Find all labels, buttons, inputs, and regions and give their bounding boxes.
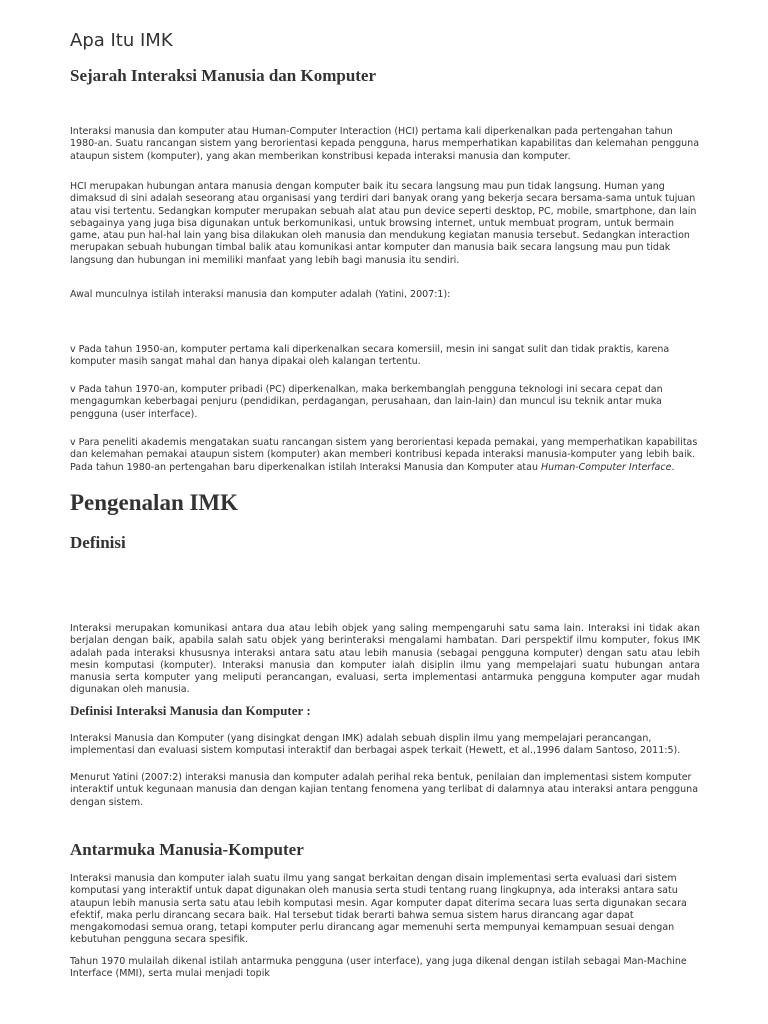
- paragraph-antarmuka-1: Interaksi manusia dan komputer ialah suatu ilmu yang sangat berkaitan dengan disain implementasi serta evaluasi dari sistem komputasi yang interaktif untuk dapat digunakan oleh manusia serta studi tentang ruang lingkupnya, ada interaksi antara satu ataupun lebih manusia serta satu atau lebih komputasi mesin. Agar komputer dapat diterima secara luas serta digunakan secara efektif, maka perlu dirancang secara baik. Hal tersebut tidak berarti bahwa semua sistem harus dirancang agar dapat mengakomodasi semua orang, tetapi komputer perlu dirancang agar memenuhi serta mempunyai kemampuan sesuai dengan kebutuhan pengguna secara spesifik.: [70, 873, 687, 946]
- page-title: Apa Itu IMK: [70, 30, 173, 51]
- paragraph-definisi-2: Interaksi Manusia dan Komputer (yang disingkat dengan IMK) adalah sebuah displin ilmu yang mempelajari perancangan, implementasi dan evaluasi sistem komputasi interaktif dan berbagai aspek terkait (Hewett, et al.,1996 dalam Santoso, 2011:5).: [70, 733, 681, 757]
- bullet-item-1980-end: .: [671, 461, 675, 473]
- paragraph-sejarah-2: HCI merupakan hubungan antara manusia dengan komputer baik itu secara langsung mau pun tidak langsung. Human yang dimaksud di sini adalah seseorang atau organisasi yang terdiri dari banyak orang yang bekerja secara bersama-sama untuk tujuan atau visi tertentu. Sedangkan komputer merupakan sebuah alat atau pun device seperti desktop, PC, mobile, smartphone, dan lain sebagainya yang juga bisa digunakan untuk berkomunikasi, untuk browsing internet, untuk membuat program, untuk bermain game, atau pun hal-hal lain yang bisa dilakukan oleh manusia dan mendukung kegiatan manusia tersebut. Sedangkan interaction merupakan sebuah hubungan timbal balik atau komunikasi antar komputer dan manusia baik secara langsung mau pun tidak langsung dan hubungan ini memiliki manfaat yang lebih bagi manusia itu sendiri.: [70, 181, 697, 266]
- paragraph-antarmuka-2: Tahun 1970 mulailah dikenal istilah antarmuka pengguna (user interface), yang juga dikenal dengan istilah sebagai Man-Machine Interface (MMI), serta mulai menjadi topik: [70, 956, 687, 980]
- bullet-item-1970: v Pada tahun 1970-an, komputer pribadi (PC) diperkenalkan, maka berkembanglah pengguna teknologi ini secara cepat dan mengagumkan keberbagai penjuru (pendidikan, perdagangan, perusahaan, dan lain-lain) dan muncul isu teknik antar muka pengguna (user interface).: [70, 384, 663, 420]
- subsection-heading-definisi-imk: Definisi Interaksi Manusia dan Komputer :: [70, 703, 311, 718]
- paragraph-sejarah-3: Awal munculnya istilah interaksi manusia dan komputer adalah (Yatini, 2007:1):: [70, 289, 451, 300]
- subsection-heading-antarmuka: Antarmuka Manusia-Komputer: [70, 840, 304, 859]
- section-heading-sejarah: Sejarah Interaksi Manusia dan Komputer: [70, 66, 377, 85]
- bullet-item-1980: [70, 437, 700, 474]
- bullet-item-1950: v Pada tahun 1950-an, komputer pertama kali diperkenalkan secara komersiil, mesin ini sangat sulit dan tidak praktis, karena komputer masih sangat mahal dan hanya dipakai oleh kalangan tertentu.: [70, 344, 670, 368]
- paragraph-definisi-1: Interaksi merupakan komunikasi antara dua atau lebih objek yang saling mempengaruhi satu sama lain. Interaksi ini tidak akan berjalan dengan baik, apabila salah satu objek yang berinteraksi mengalami hambatan. Dari perspektif ilmu komputer, fokus IMK adalah pada interaksi khususnya interaksi antara satu atau lebih manusia (sebagai pengguna komputer) dengan satu atau lebih mesin komputasi (komputer). Interaksi manusia dan komputer ialah disiplin ilmu yang mempelajari suatu hubungan antara manusia serta komputer yang meliputi perancangan, evaluasi, serta implementasi antarmuka pengguna komputer agar mudah digunakan oleh manusia.: [70, 623, 700, 696]
- paragraph-definisi-3: Menurut Yatini (2007:2) interaksi manusia dan komputer adalah perihal reka bentuk, penilaian dan implementasi sistem komputer interaktif untuk kegunaan manusia dan dengan kajian tentang fenomena yang terlibat di dalamnya atau interaksi antara pengguna dengan sistem.: [70, 772, 699, 808]
- subsection-heading-definisi: Definisi: [70, 533, 126, 552]
- bullet-item-1980-text: v Para peneliti akademis mengatakan suatu rancangan sistem yang berorientasi kepada pemakai, yang memperhatikan kapabilitas dan kelemahan pemakai ataupun sistem (komputer) akan memberi kontribusi kepada interaksi manusia-komputer yang lebih baik. Pada tahun 1980-an pertengahan baru diperkenalkan istilah Interaksi Manusia dan Komputer atau: [70, 437, 698, 473]
- paragraph-sejarah-1: Interaksi manusia dan komputer atau Human-Computer Interaction (HCI) pertama kali diperkenalkan pada pertengahan tahun 1980-an. Suatu rancangan sistem yang berorientasi kepada pengguna, harus memperhatikan kapabilitas dan kelemahan pengguna ataupun sistem (komputer), yang akan memberikan konstribusi kepada interaksi manusia dan komputer.: [70, 126, 700, 162]
- bullet-item-1980-emphasis: Human-Computer Interface: [540, 461, 672, 473]
- section-heading-pengenalan: Pengenalan IMK: [70, 490, 239, 515]
